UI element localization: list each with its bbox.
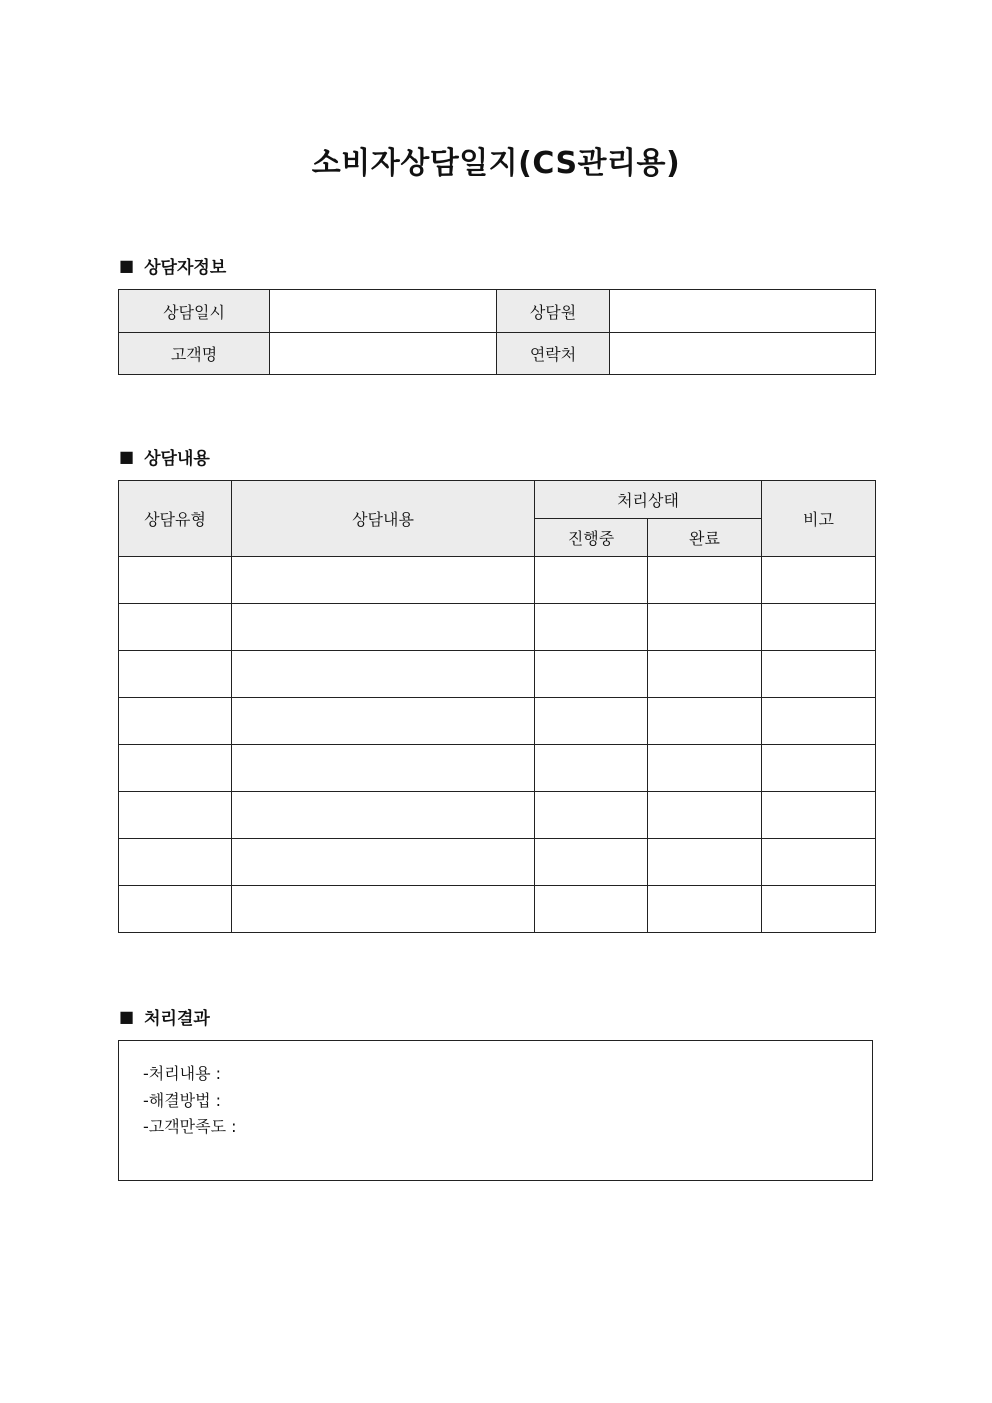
- table-row: [119, 604, 876, 651]
- result-line-solution: -해결방법 :: [143, 1090, 222, 1110]
- section-title-result: 처리결과: [144, 1009, 210, 1029]
- table-row: [119, 651, 876, 698]
- in-progress-cell[interactable]: [535, 886, 648, 933]
- in-progress-cell[interactable]: [535, 651, 648, 698]
- content-cell[interactable]: [232, 839, 535, 886]
- section-heading-result: [119, 1004, 210, 1029]
- done-cell[interactable]: [648, 604, 762, 651]
- column-header-content: 상담내용: [232, 481, 535, 557]
- content-cell[interactable]: [232, 792, 535, 839]
- square-bullet-icon: ■: [119, 447, 135, 466]
- counselor-field[interactable]: [610, 290, 876, 333]
- content-cell[interactable]: [232, 698, 535, 745]
- type-cell[interactable]: [119, 698, 232, 745]
- result-line-content: -처리내용 :: [143, 1064, 222, 1083]
- column-header-status: 처리상태: [535, 481, 762, 519]
- column-header-type: 상담유형: [119, 481, 232, 557]
- content-cell[interactable]: [232, 557, 535, 604]
- done-cell[interactable]: [648, 651, 762, 698]
- column-header-in-progress: 진행중: [535, 519, 648, 557]
- type-cell[interactable]: [119, 792, 232, 839]
- in-progress-cell[interactable]: [535, 604, 648, 651]
- note-cell[interactable]: [762, 792, 876, 839]
- customer-name-field[interactable]: [270, 333, 497, 375]
- contact-field[interactable]: [610, 333, 876, 375]
- content-cell[interactable]: [232, 651, 535, 698]
- done-cell[interactable]: [648, 557, 762, 604]
- in-progress-cell[interactable]: [535, 792, 648, 839]
- note-cell[interactable]: [762, 839, 876, 886]
- done-cell[interactable]: [648, 839, 762, 886]
- table-row: [119, 698, 876, 745]
- done-cell[interactable]: [648, 698, 762, 745]
- column-header-note: 비고: [762, 481, 876, 557]
- datetime-field[interactable]: [270, 290, 497, 333]
- note-cell[interactable]: [762, 651, 876, 698]
- section-title-content: 상담내용: [144, 449, 210, 469]
- datetime-label: 상담일시: [119, 290, 270, 333]
- in-progress-cell[interactable]: [535, 745, 648, 792]
- type-cell[interactable]: [119, 651, 232, 698]
- counselor-label: 상담원: [497, 290, 610, 333]
- document-title: 소비자상담일지(CS관리용): [311, 146, 681, 181]
- type-cell[interactable]: [119, 839, 232, 886]
- table-row: [119, 745, 876, 792]
- content-cell[interactable]: [232, 886, 535, 933]
- done-cell[interactable]: [648, 792, 762, 839]
- content-cell[interactable]: [232, 745, 535, 792]
- table-row: [119, 886, 876, 933]
- customer-name-label: 고객명: [119, 333, 270, 375]
- note-cell[interactable]: [762, 698, 876, 745]
- note-cell[interactable]: [762, 557, 876, 604]
- type-cell[interactable]: [119, 557, 232, 604]
- in-progress-cell[interactable]: [535, 698, 648, 745]
- type-cell[interactable]: [119, 604, 232, 651]
- section-heading-content: [119, 444, 210, 469]
- section-heading-info: [119, 253, 226, 278]
- column-header-done: 완료: [648, 519, 762, 557]
- table-row: [119, 839, 876, 886]
- table-row: [119, 557, 876, 604]
- square-bullet-icon: ■: [119, 256, 135, 275]
- section-title-info: 상담자정보: [144, 258, 227, 278]
- type-cell[interactable]: [119, 886, 232, 933]
- table-row: [119, 792, 876, 839]
- result-line-satisfaction: -고객만족도 :: [143, 1117, 237, 1136]
- note-cell[interactable]: [762, 604, 876, 651]
- type-cell[interactable]: [119, 745, 232, 792]
- note-cell[interactable]: [762, 745, 876, 792]
- in-progress-cell[interactable]: [535, 839, 648, 886]
- consultation-table: [118, 480, 876, 933]
- square-bullet-icon: ■: [119, 1007, 135, 1026]
- contact-label: 연락처: [497, 333, 610, 375]
- counselor-info-table: [118, 289, 876, 375]
- done-cell[interactable]: [648, 745, 762, 792]
- done-cell[interactable]: [648, 886, 762, 933]
- in-progress-cell[interactable]: [535, 557, 648, 604]
- note-cell[interactable]: [762, 886, 876, 933]
- content-cell[interactable]: [232, 604, 535, 651]
- result-box[interactable]: [118, 1040, 873, 1181]
